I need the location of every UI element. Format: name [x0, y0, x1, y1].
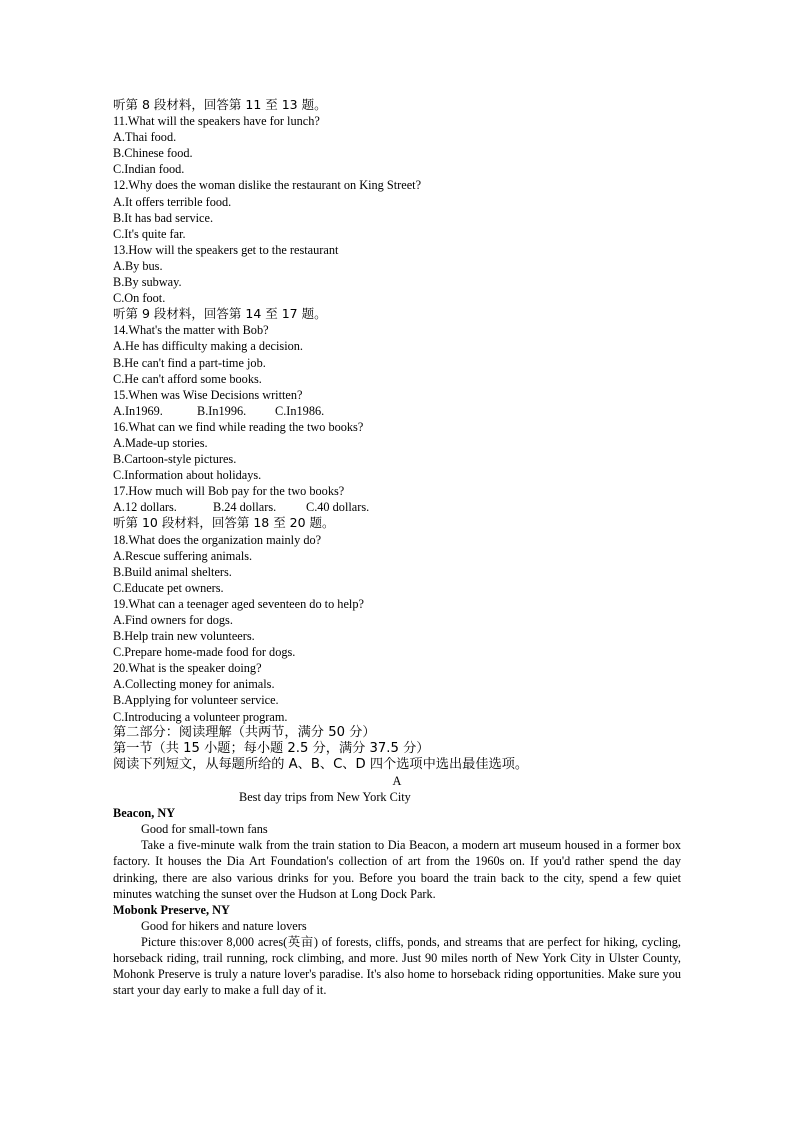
- passage-title: Best day trips from New York City: [239, 790, 411, 805]
- option-c: C.Indian food.: [113, 162, 185, 177]
- option-c: C.In1986.: [275, 403, 325, 418]
- reading-part-title: 第二部分：阅读理解（共两节，满分 50 分）: [113, 724, 376, 740]
- question-text: 18.What does the organization mainly do?: [113, 532, 322, 547]
- question-15: [113, 387, 681, 419]
- option-c: C.Prepare home-made food for dogs.: [113, 645, 296, 660]
- option-a: A.It offers terrible food.: [113, 194, 232, 209]
- question-16: [113, 419, 681, 483]
- question-text: 14.What's the matter with Bob?: [113, 323, 269, 338]
- inline-options: [113, 403, 681, 419]
- place-paragraph-mohonk: Picture this:over 8,000 acres(英亩) of forests, cliffs, ponds, and streams that are perfect for hiking, cycling, horseback riding, trail running, rock climbing, and more. Just 90 miles north of New York City in Ulster County, Mohonk Preserve is truly a nature lover's paradise. It's also home to horseback riding opportunities. Make sure you start your day early to make a full day of it.: [113, 934, 681, 998]
- option-b: B.By subway.: [113, 275, 182, 290]
- option-b: B.He can't find a part-time job.: [113, 355, 266, 370]
- option-c: C.Introducing a volunteer program.: [113, 709, 288, 724]
- option-c: C.He can't afford some books.: [113, 371, 262, 386]
- option-b: B.Chinese food.: [113, 146, 193, 161]
- question-17: [113, 483, 681, 515]
- option-a: A.In1969.: [113, 403, 163, 418]
- place-name-mohonk: Mobonk Preserve, NY: [113, 902, 230, 917]
- question-13: [113, 242, 681, 306]
- question-12: [113, 177, 681, 241]
- option-c: C.Educate pet owners.: [113, 580, 224, 595]
- question-text: 13.How will the speakers get to the restaurant: [113, 242, 339, 257]
- question-text: 16.What can we find while reading the two books?: [113, 419, 364, 434]
- reading-section-title: 第一节（共 15 小题；每小题 2.5 分，满分 37.5 分）: [113, 740, 430, 756]
- option-a: A.He has difficulty making a decision.: [113, 339, 303, 354]
- place-tagline-beacon: Good for small-town fans: [141, 822, 268, 837]
- inline-options: [113, 499, 681, 515]
- place-name-beacon: Beacon, NY: [113, 806, 176, 821]
- option-c: C.It's quite far.: [113, 226, 186, 241]
- option-b: B.24 dollars.: [213, 500, 277, 515]
- option-b: B.Build animal shelters.: [113, 564, 232, 579]
- option-a: A.Find owners for dogs.: [113, 613, 233, 627]
- question-text: 12.Why does the woman dislike the restaurant on King Street?: [113, 178, 422, 193]
- option-c: C.40 dollars.: [306, 500, 370, 515]
- place-tagline-mohonk: Good for hikers and nature lovers: [141, 918, 307, 933]
- section-10-header: 听第 10 段材料，回答第 18 至 20 题。: [113, 515, 335, 531]
- option-b: B.In1996.: [197, 403, 247, 418]
- option-a: A.Thai food.: [113, 130, 177, 145]
- question-text: 19.What can a teenager aged seventeen do to help?: [113, 596, 364, 611]
- question-text: 20.What is the speaker doing?: [113, 661, 262, 676]
- option-b: B.Cartoon-style pictures.: [113, 452, 237, 467]
- exam-content: [113, 97, 681, 998]
- passage-letter: A: [392, 773, 402, 788]
- option-c: C.Information about holidays.: [113, 468, 262, 483]
- option-b: B.Help train new volunteers.: [113, 629, 255, 644]
- question-19: [113, 596, 681, 660]
- option-a: A.12 dollars.: [113, 500, 177, 515]
- section-8-header: 听第 8 段材料，回答第 11 至 13 题。: [113, 97, 327, 112]
- question-text: 15.When was Wise Decisions written?: [113, 387, 303, 402]
- option-b: B.Applying for volunteer service.: [113, 693, 279, 708]
- option-a: A.By bus.: [113, 258, 163, 273]
- option-a: A.Made-up stories.: [113, 435, 208, 450]
- option-c: C.On foot.: [113, 291, 166, 306]
- place-paragraph-beacon: Take a five-minute walk from the train station to Dia Beacon, a modern art museum housed in a former box factory. It houses the Dia Art Foundation's collection of art from the 1960s on. If you'd rather spend the day drinking, there are also various drinks for you. Before you board the train back to the city, spend a few quiet minutes watching the sunset over the Hudson at Long Dock Park.: [113, 838, 681, 901]
- question-text: 11.What will the speakers have for lunch?: [113, 114, 320, 129]
- question-text: 17.How much will Bob pay for the two books?: [113, 484, 345, 499]
- reading-instruction: 阅读下列短文，从每题所给的 A、B、C、D 四个选项中选出最佳选项。: [113, 756, 529, 772]
- option-a: A.Rescue suffering animals.: [113, 548, 253, 563]
- option-a: A.Collecting money for animals.: [113, 677, 275, 692]
- question-18: [113, 532, 681, 596]
- question-20: [113, 660, 681, 724]
- option-b: B.It has bad service.: [113, 210, 214, 225]
- question-11: [113, 113, 681, 177]
- question-14: [113, 322, 681, 386]
- section-9-header: 听第 9 段材料，回答第 14 至 17 题。: [113, 306, 327, 322]
